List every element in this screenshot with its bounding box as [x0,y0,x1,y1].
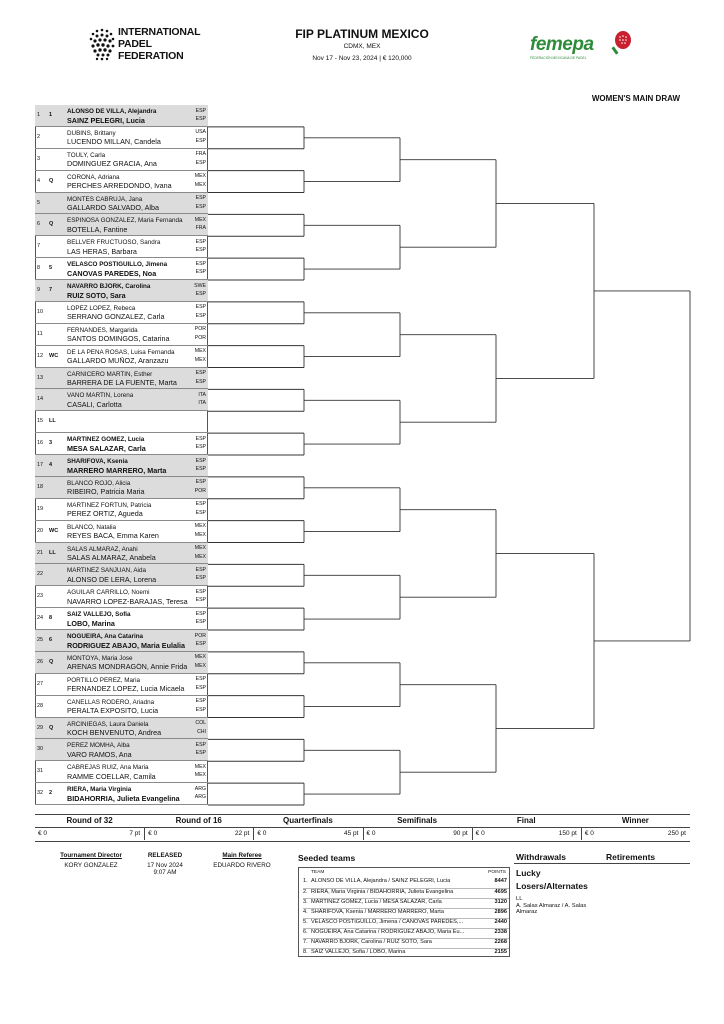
seeded-team-points: 2896 [494,909,507,915]
seeded-team-row [303,878,509,888]
entry-number: 10 [37,308,44,315]
player-1-name: CARNICERO MARTIN, Esther [67,370,153,378]
round-name: Winner [621,816,649,825]
player-2-name: SALAS ALMARAZ, Anabela [67,554,156,562]
seeded-rank: 6. [303,929,308,935]
entry-seed: 5 [49,265,53,272]
seeded-team-name: VELASCO POSTIGUILLO, Jimena / CANOVAS PAREDES,... [311,919,464,925]
seeded-rank: 7. [303,939,308,945]
player-2-name: RODRIGUEZ ABAJO, Maria Eulalia [67,641,185,650]
seeded-team-points: 3120 [494,899,507,905]
player-1-country: ESP [195,457,206,464]
seeded-team-points: 2155 [494,949,507,955]
player-1-name: MONTES CABRUJA, Jana [67,195,143,203]
round-prize: € 0 [38,830,48,837]
player-2-country: ESP [195,706,206,713]
round-values [363,828,472,840]
player-2-name: RIBEIRO, Patricia Maria [67,488,145,497]
seeded-team-row [303,948,509,958]
entry-number: 16 [37,440,44,447]
player-2-name: BARRERA DE LA FUENTE, Marta [67,379,177,387]
lucky-losers-title-1: Lucky [516,868,541,878]
player-2-name: BIDAHORRIA, Julieta Evangelina [67,794,180,803]
entry-seed: LL [49,549,56,556]
player-2-country: ESP [195,116,206,122]
entry-number: 29 [37,724,44,731]
round-prize: € 0 [475,830,485,837]
player-2-country: ESP [195,466,206,472]
referee-name: EDUARDO RIVERO [213,862,271,870]
player-2-name: GALLARDO MUÑOZ, Aranzazu [67,357,169,366]
player-1-name: MARTINEZ SANJUAN, Aida [67,567,146,575]
player-2-country: MEX [194,356,206,363]
round-name: Final [516,816,536,825]
entry-number: 14 [37,396,44,403]
player-2-name: FERNANDEZ LOPEZ, Lucia Micaela [67,685,185,694]
player-2-name: DOMINGUEZ GRACIA, Ana [67,160,157,169]
player-1-country: ESP [195,304,206,311]
entry-seed: Q [49,658,54,665]
player-2-country: ESP [195,269,206,276]
player-1-country: MEX [194,763,206,770]
entry-number: 30 [37,746,44,753]
ll-names: A. Salas Almaraz / A. Salas Almaraz [516,902,587,916]
entry-number: 31 [37,768,44,775]
player-2-country: ITA [198,400,206,407]
round-points: 7 pt [129,830,141,837]
seeded-rank: 5. [303,919,308,925]
player-1-name: FERNANDES, Margarida [67,326,138,334]
player-1-name: MONTOYA, Maria Jose [67,654,133,662]
round-prize: € 0 [366,830,376,837]
player-1-country: ESP [195,195,206,201]
player-1-name: ARCINIEGAS, Laura Daniela [67,720,149,728]
player-2-name: VARO RAMOS, Ana [67,750,132,759]
player-1-country: ESP [195,566,206,573]
player-2-country: ESP [195,750,206,757]
femepa-wordmark: femepa [530,34,594,55]
seeded-team-name: SHARIFOVA, Ksenia / MARRERO MARRERO, Marta [311,909,444,915]
player-1-name: MARTINEZ FORTUN, Patricia [67,501,152,509]
player-1-name: PORTILLO PEREZ, Maria [67,676,141,684]
side-divider [514,863,690,864]
player-1-country: ESP [195,610,206,617]
entry-number: 23 [37,593,44,600]
player-1-name: CABREJAS RUIZ, Ana Maria [67,764,149,772]
seeded-team-name: MARTINEZ GOMEZ, Lucia / MESA SALAZAR, Carla [311,899,442,905]
seeded-rank: 3. [303,899,308,905]
player-1-country: ARG [194,785,206,792]
org-line-3: FEDERATION [118,50,184,62]
entry-number: 22 [37,571,44,578]
entry-number: 4 [37,177,41,184]
player-2-name: PERALTA EXPOSITO, Lucia [67,707,159,716]
player-1-name: DE LA PEÑA ROSAS, Luisa Fernanda [67,348,175,356]
entry-number: 8 [37,265,41,272]
player-1-name: BLANCO, Natalia [67,523,116,531]
player-1-country: USA [195,129,206,136]
player-1-name: NAVARRO BJÖRK, Carolina [67,283,151,290]
entry-number: 15 [37,418,44,425]
player-2-country: ESP [195,684,206,691]
entry-seed: 6 [49,637,53,643]
player-2-name: LAS HERAS, Barbara [67,247,137,256]
player-2-country: ESP [195,291,206,297]
player-2-name: ALONSO DE LERA, Lorena [67,575,157,584]
player-2-name: SERRANO GONZALEZ, Carla [67,313,165,322]
player-2-country: ESP [195,247,206,254]
entry-number: 5 [37,199,41,206]
player-1-country: ESP [195,479,206,486]
player-1-name: CORONA, Adriana [67,173,120,181]
entry-seed: 4 [49,462,53,468]
entry-number: 6 [37,221,41,228]
player-1-country: ESP [195,698,206,705]
entry-number: 26 [37,658,44,665]
released-time: 9:07 AM [153,869,177,877]
seeded-team-name: RIERA, Maria Virginia / BIDAHORRIA, Julieta Evangelina [311,889,454,895]
entry-seed: 8 [49,615,53,622]
seeded-team-points: 2440 [494,919,507,925]
player-2-name: ARENAS MONDRAGÓN, Annie Frida [67,663,188,672]
player-1-name: NOGUEIRA, Ana Catarina [67,633,144,640]
round-prize: € 0 [148,830,158,837]
entry-number: 28 [37,702,44,709]
player-1-name: VANO MARTIN, Lorena [67,392,134,400]
round-values [144,828,253,840]
round-values [35,828,144,840]
seeded-teams-title: Seeded teams [298,853,356,863]
seeded-rank: 8. [303,949,308,955]
player-1-country: MEX [194,216,206,223]
player-1-name: MARTINEZ GOMEZ, Lucia [67,436,145,444]
seeded-team-name: SAIZ VALLEJO, Sofia / LOBO, Marina [311,949,406,955]
round-points: 22 pt [234,830,250,837]
player-1-name: DUBINS, Brittany [67,129,116,137]
seeded-rank: 2. [303,889,308,895]
player-2-name: CANOVAS PAREDES, Noa [67,269,157,278]
player-2-name: SANTOS DOMINGOS, Catarina [67,335,170,344]
player-2-country: ESP [195,444,206,451]
player-1-country: MEX [194,654,206,661]
player-2-country: FRA [195,225,206,232]
player-1-country: ESP [195,370,206,376]
player-1-country: MEX [194,545,206,551]
player-2-country: MEX [194,553,206,560]
entry-number: 2 [37,133,41,140]
entry-number: 32 [37,790,44,797]
seeded-teams-table [298,867,510,957]
player-1-country: MEX [194,523,206,530]
player-2-country: ESP [195,619,206,626]
entry-seed: 3 [49,440,53,447]
player-2-name: REYES BACA, Emma Karen [67,532,159,541]
player-1-name: SAIZ VALLEJO, Sofia [67,611,131,619]
player-1-country: ESP [195,676,206,683]
entry-number: 3 [37,155,41,162]
seeded-team-row [303,938,509,948]
released-label: RELEASED [147,852,183,859]
round-name: Round of 16 [175,816,222,825]
player-1-name: ALONSO DE VILLA, Alejandra [67,108,157,115]
player-1-name: RIERA, Maria Virginia [67,786,132,794]
entry-seed: 7 [49,287,53,293]
round-values [472,828,581,840]
round-values [581,828,690,840]
entry-number: 21 [37,549,44,556]
player-2-country: ESP [195,203,206,210]
player-2-country: ESP [195,312,206,319]
player-2-country: POR [194,334,206,341]
player-2-name: LUCENDO MILLAN, Candela [67,138,161,147]
player-1-country: ITA [198,391,206,398]
round-prize: € 0 [584,830,594,837]
player-1-name: BLANCO ROJO, Alicia [67,479,131,487]
seeded-team-points: 2268 [494,939,507,945]
player-2-country: ESP [195,575,206,582]
org-line-1: INTERNATIONAL [118,26,201,38]
round-points: 90 pt [453,830,468,837]
round-points: 150 pt [558,830,577,837]
player-2-country: ESP [195,378,206,385]
seeded-team-row [303,918,509,928]
player-1-country: COL [195,720,206,726]
entry-seed: Q [49,724,54,731]
released-date: 17 Nov 2024 [147,862,183,870]
seeded-team-row [303,908,509,918]
player-1-name: AGUILAR CARRILLO, Noemi [67,589,150,597]
player-2-name: PEREZ ORTIZ, Agueda [67,510,143,519]
entry-seed: WC [49,352,59,359]
entry-number: 9 [37,287,41,293]
lucky-losers-list [516,896,606,916]
femepa-subtitle: FEDERACIÓN MEXICANA DE PADEL [530,56,587,60]
withdrawals-title: Withdrawals [516,852,566,862]
entry-number: 24 [37,615,44,622]
player-2-name: MARRERO MARRERO, Marta [67,466,167,475]
lucky-losers-title-2: Losers/Alternates [516,881,588,891]
entry-seed: 2 [49,790,53,797]
seeded-team-row [303,898,509,908]
player-1-country: ESP [195,501,206,508]
player-2-name: RUIZ SOTO, Sara [67,291,126,300]
player-2-name: RAMME COELLAR, Camila [67,772,156,781]
player-1-name: VELASCO POSTIGUILLO, Jimena [67,261,168,269]
entry-number: 18 [37,483,44,490]
seeded-team-row [303,888,509,898]
player-2-country: CHI [197,728,206,735]
seeded-team-points: 2338 [494,929,507,935]
player-2-country: MEX [194,772,206,779]
player-1-name: PEREZ MOMHA, Alba [67,742,130,750]
entry-number: 17 [37,462,44,468]
round-name: Quarterfinals [283,816,333,825]
tournament-location: CDMX, MEX [343,43,381,50]
player-1-name: ESPINOSA GONZALEZ, Maria Fernanda [67,217,183,225]
round-points: 45 pt [344,830,359,837]
round-prize: € 0 [257,830,267,837]
player-2-country: ESP [195,137,206,144]
player-2-name: KOCH BENVENUTO, Andrea [67,729,162,737]
player-1-name: SHARIFOVA, Ksenia [67,458,128,465]
entry-number: 12 [37,352,44,359]
seeded-team-name: NAVARRO BJÖRK, Carolina / RUIZ SOTO, Sara [311,939,432,945]
round-name: Semifinals [397,816,438,825]
draw-title: WOMEN'S MAIN DRAW [591,94,680,103]
player-2-name: LOBO, Marina [67,619,115,628]
player-1-country: MEX [194,173,206,180]
entry-number: 13 [37,374,44,381]
player-2-country: ESP [195,597,206,604]
referee-label: Main Referee [222,852,262,859]
player-1-name: TOULY, Carla [67,151,106,159]
player-1-country: SWE [194,282,206,289]
entry-number: 19 [37,505,44,512]
player-2-name: CASALI, Carlotta [67,400,122,409]
player-1-name: BELLVER FRUCTUOSO, Sandra [67,239,161,247]
player-2-name: SAINZ PELEGRI, Lucia [67,116,145,125]
director-name: KORY GONZALEZ [64,862,118,870]
player-1-country: ESP [195,588,206,595]
round-points: 250 pt [667,830,686,837]
player-1-name: CAÑELLAS RODERO, Ariadna [67,698,155,706]
player-1-country: FRA [195,151,206,158]
director-label: Tournament Director [60,852,122,859]
player-1-name: LOPEZ LOPEZ, Rebeca [67,304,136,312]
seeded-team-name: NOGUEIRA, Ana Catarina / RODRIGUEZ ABAJO, Maria Eu... [311,929,465,935]
entry-number: 1 [37,112,41,118]
player-1-country: POR [194,326,206,333]
seeded-col-points: POINTS [488,870,506,875]
player-1-country: ESP [195,741,206,748]
ll-label: LL [516,896,523,902]
player-2-country: ESP [195,509,206,516]
player-1-country: ESP [195,435,206,442]
round-name: Round of 32 [66,816,113,825]
player-1-country: ESP [195,238,206,245]
player-2-country: MEX [194,662,206,669]
player-2-name: GALLARDO SALVADO, Alba [67,204,160,212]
seeded-col-team: TEAM [311,870,325,875]
player-1-country: ESP [195,107,206,114]
entry-number: 7 [37,243,41,250]
seeded-team-row [303,928,509,938]
player-1-country: ESP [195,260,206,267]
player-2-name: NAVARRO LOPEZ-BARAJAS, Teresa [67,597,188,606]
retirements-title: Retirements [606,852,656,862]
player-2-name: PERCHES ARREDONDO, Ivana [67,182,172,191]
entry-seed: LL [49,418,56,425]
round-values [253,828,362,840]
player-2-country: ESP [195,641,206,647]
player-2-country: POR [194,487,206,494]
entry-seed: WC [49,527,59,534]
seeded-team-name: ALONSO DE VILLA, Alejandra / SAINZ PELEGRI, Lucia [311,878,451,884]
seeded-rank: 4. [303,909,308,915]
seeded-team-points: 8447 [494,878,507,884]
entry-seed: Q [49,177,54,184]
tournament-director [50,852,132,869]
player-2-country: MEX [194,181,206,188]
entry-number: 27 [37,680,44,687]
entry-seed: 1 [49,112,53,118]
entry-number: 25 [37,637,44,643]
player-2-country: MEX [194,531,206,538]
entry-seed: Q [49,221,54,228]
seeded-rank: 1. [303,878,308,884]
player-2-country: ARG [194,794,206,801]
player-2-name: MESA SALAZAR, Carla [67,444,146,453]
tournament-dates: Nov 17 - Nov 23, 2024 | € 120,000 [312,55,412,62]
player-1-name: SALAS ALMARAZ, Anahi [67,545,138,553]
main-referee [204,852,280,869]
release-info [140,852,190,877]
seeded-team-points: 4695 [494,889,507,895]
entry-number: 20 [37,527,44,534]
entry-number: 11 [37,330,43,337]
player-2-name: BOTELLA, Fantine [67,225,128,234]
round-summary-bottom-line [35,841,690,842]
tournament-title: FIP PLATINUM MEXICO [295,27,429,41]
player-1-country: MEX [194,348,206,355]
player-1-country: POR [194,632,206,639]
player-2-country: ESP [195,159,206,166]
org-line-2: PADEL [118,38,152,50]
